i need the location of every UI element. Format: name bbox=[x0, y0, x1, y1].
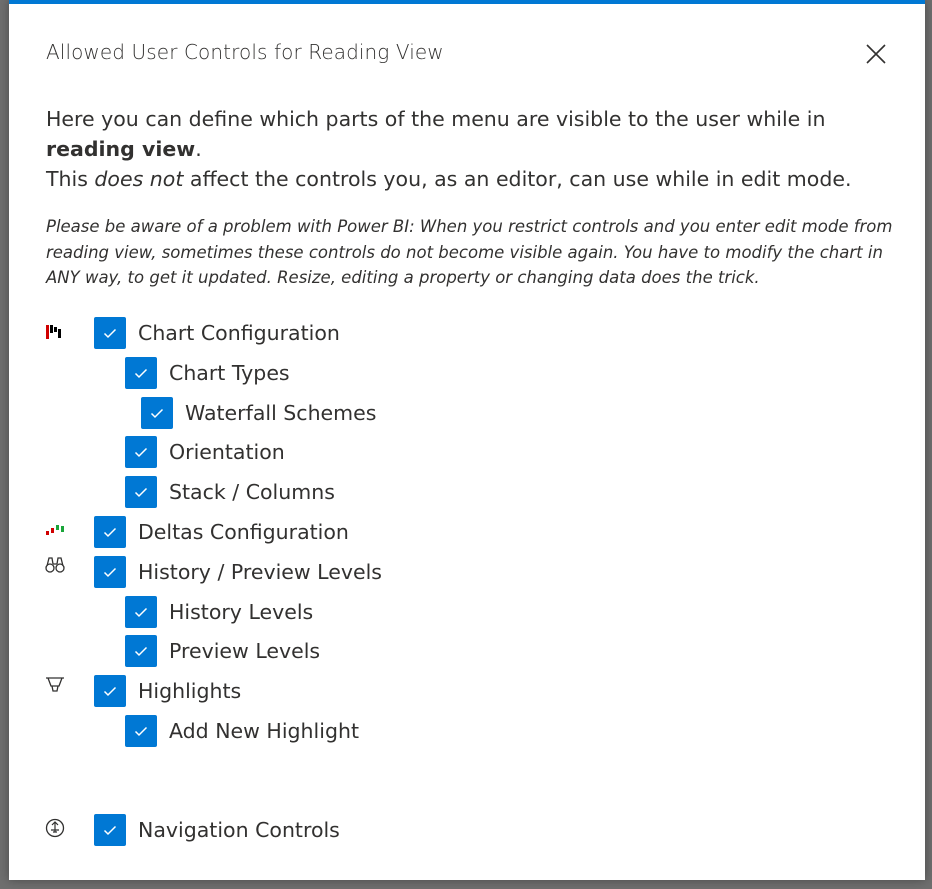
control-preview-levels[interactable] bbox=[125, 635, 320, 667]
chart-types-checkbox[interactable] bbox=[125, 357, 157, 389]
highlights-label: Highlights bbox=[138, 679, 242, 703]
add-new-highlight-checkbox[interactable] bbox=[125, 715, 157, 747]
binoculars-icon bbox=[44, 556, 66, 578]
chart-configuration-label: Chart Configuration bbox=[138, 321, 340, 345]
waterfall-schemes-label: Waterfall Schemes bbox=[185, 401, 377, 425]
history-preview-levels-label: History / Preview Levels bbox=[138, 560, 382, 584]
chart-configuration-icon bbox=[45, 324, 65, 344]
power-bi-warning: Please be aware of a problem with Power BI: When you restrict controls and you enter edit mode from reading view, sometimes these controls do not become visible again. You have to modify the chart in ANY way, to get it updated. Resize, editing a property or changing data does the trick. bbox=[46, 217, 893, 287]
intro-text bbox=[46, 104, 906, 194]
dialog-top-accent bbox=[9, 0, 925, 4]
checkmark-icon bbox=[102, 325, 118, 341]
preview-levels-label: Preview Levels bbox=[169, 639, 321, 663]
checkmark-icon bbox=[133, 723, 149, 739]
checkmark-icon bbox=[102, 524, 118, 540]
navigation-controls-checkbox[interactable] bbox=[94, 814, 126, 846]
control-navigation-controls[interactable] bbox=[94, 814, 340, 846]
stack-columns-checkbox[interactable] bbox=[125, 476, 157, 508]
checkmark-icon bbox=[149, 405, 165, 421]
control-add-new-highlight[interactable] bbox=[125, 715, 359, 747]
history-levels-checkbox[interactable] bbox=[125, 596, 157, 628]
waterfall-schemes-checkbox[interactable] bbox=[141, 397, 173, 429]
intro-line-1-text: Here you can define which parts of the menu are visible to the user while in bbox=[46, 107, 826, 131]
stack-columns-label: Stack / Columns bbox=[169, 480, 335, 504]
control-highlights[interactable] bbox=[94, 675, 241, 707]
reading-view-emphasis: reading view bbox=[46, 137, 196, 161]
control-stack-columns[interactable] bbox=[125, 476, 335, 508]
checkmark-icon bbox=[133, 444, 149, 460]
navigation-icon bbox=[45, 818, 65, 842]
intro-line-1 bbox=[46, 104, 906, 164]
checkmark-icon bbox=[102, 683, 118, 699]
orientation-checkbox[interactable] bbox=[125, 436, 157, 468]
checkmark-icon bbox=[133, 484, 149, 500]
does-not-emphasis: does not bbox=[94, 167, 184, 191]
add-new-highlight-label: Add New Highlight bbox=[169, 719, 359, 743]
history-preview-levels-checkbox[interactable] bbox=[94, 556, 126, 588]
intro-line-1-end: . bbox=[195, 137, 202, 161]
checkmark-icon bbox=[102, 822, 118, 838]
highlighter-icon bbox=[45, 676, 65, 698]
deltas-configuration-checkbox[interactable] bbox=[94, 516, 126, 548]
dialog bbox=[9, 0, 925, 880]
control-chart-configuration[interactable] bbox=[94, 317, 340, 349]
chart-configuration-checkbox[interactable] bbox=[94, 317, 126, 349]
control-history-levels[interactable] bbox=[125, 596, 313, 628]
highlights-checkbox[interactable] bbox=[94, 675, 126, 707]
history-levels-label: History Levels bbox=[169, 600, 314, 624]
checkmark-icon bbox=[133, 643, 149, 659]
navigation-controls-label: Navigation Controls bbox=[138, 818, 340, 842]
checkmark-icon bbox=[102, 564, 118, 580]
dialog-title: Allowed User Controls for Reading View bbox=[46, 40, 444, 64]
deltas-configuration-icon bbox=[45, 522, 65, 542]
checkmark-icon bbox=[133, 604, 149, 620]
intro-line-2-text: This bbox=[46, 167, 95, 191]
control-history-preview-levels[interactable] bbox=[94, 556, 382, 588]
orientation-label: Orientation bbox=[169, 440, 285, 464]
control-deltas-configuration[interactable] bbox=[94, 516, 349, 548]
intro-line-2 bbox=[46, 164, 906, 194]
deltas-configuration-label: Deltas Configuration bbox=[138, 520, 349, 544]
preview-levels-checkbox[interactable] bbox=[125, 635, 157, 667]
control-waterfall-schemes[interactable] bbox=[141, 397, 376, 429]
control-orientation[interactable] bbox=[125, 436, 285, 468]
checkmark-icon bbox=[133, 365, 149, 381]
close-icon[interactable] bbox=[864, 42, 888, 66]
control-chart-types[interactable] bbox=[125, 357, 290, 389]
chart-types-label: Chart Types bbox=[169, 361, 290, 385]
intro-line-2-end: affect the controls you, as an editor, can use while in edit mode. bbox=[183, 167, 852, 191]
